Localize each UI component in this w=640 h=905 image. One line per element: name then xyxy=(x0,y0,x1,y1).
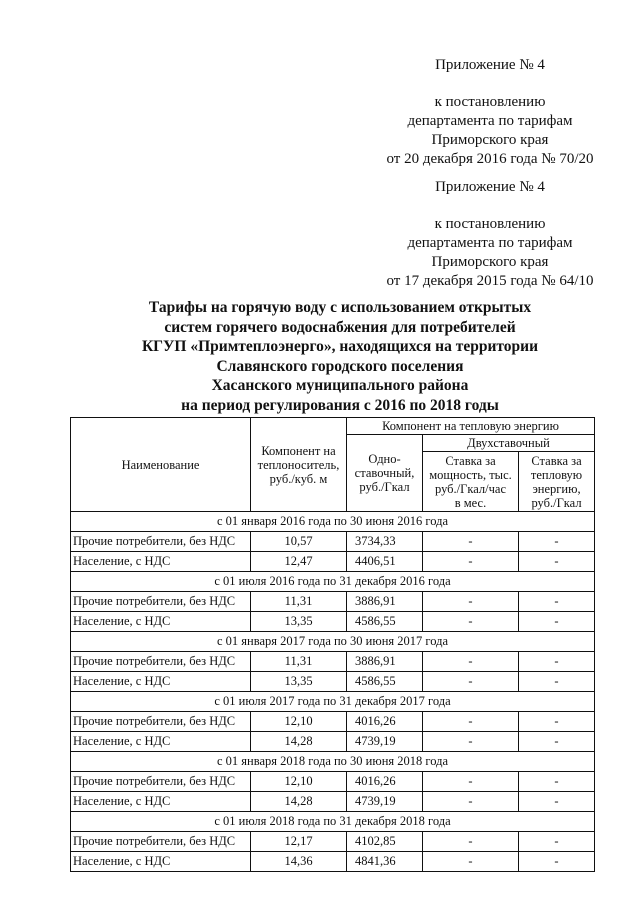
header-energy-rate: Ставка за тепловую энергию, руб./Гкал xyxy=(519,452,595,512)
carrier-value: 13,35 xyxy=(251,672,347,692)
capacity-value: - xyxy=(423,552,519,572)
carrier-value: 14,36 xyxy=(251,852,347,872)
energy-rate-value: - xyxy=(519,792,595,812)
row-name: Население, с НДС xyxy=(71,612,251,632)
table-row xyxy=(71,832,595,852)
row-name: Население, с НДС xyxy=(71,792,251,812)
capacity-value: - xyxy=(423,712,519,732)
table-body xyxy=(71,512,595,872)
energy-rate-value: - xyxy=(519,832,595,852)
energy-rate-value: - xyxy=(519,612,595,632)
header-energy-component: Компонент на тепловую энергию xyxy=(347,418,595,435)
one-rate-value: 3886,91 xyxy=(347,592,423,612)
appendix-title: Приложение № 4 xyxy=(435,179,545,195)
row-name: Население, с НДС xyxy=(71,732,251,752)
capacity-value: - xyxy=(423,532,519,552)
row-name: Прочие потребители, без НДС xyxy=(71,712,251,732)
document-title xyxy=(60,298,620,415)
capacity-value: - xyxy=(423,732,519,752)
capacity-value: - xyxy=(423,672,519,692)
energy-rate-value: - xyxy=(519,552,595,572)
energy-rate-value: - xyxy=(519,652,595,672)
table-row xyxy=(71,712,595,732)
appendix-block-1 xyxy=(360,56,620,169)
table-row xyxy=(71,532,595,552)
appendix-line: Приморского края xyxy=(431,132,549,148)
period-row: с 01 июля 2017 года по 31 декабря 2017 года xyxy=(71,692,595,712)
appendix-line: департамента по тарифам xyxy=(407,235,573,251)
row-name: Прочие потребители, без НДС xyxy=(71,772,251,792)
table-row xyxy=(71,652,595,672)
row-name: Прочие потребители, без НДС xyxy=(71,832,251,852)
appendix-line: к постановлению xyxy=(434,216,546,232)
capacity-value: - xyxy=(423,852,519,872)
title-line: Славянского городского поселения xyxy=(216,357,464,375)
period-row: с 01 января 2018 года по 30 июня 2018 года xyxy=(71,752,595,772)
carrier-value: 10,57 xyxy=(251,532,347,552)
table-row xyxy=(71,592,595,612)
one-rate-value: 4102,85 xyxy=(347,832,423,852)
one-rate-value: 3734,33 xyxy=(347,532,423,552)
carrier-value: 12,10 xyxy=(251,712,347,732)
table-row xyxy=(71,852,595,872)
capacity-value: - xyxy=(423,612,519,632)
energy-rate-value: - xyxy=(519,532,595,552)
row-name: Население, с НДС xyxy=(71,552,251,572)
carrier-value: 11,31 xyxy=(251,652,347,672)
header-two-rate: Двухставочный xyxy=(423,435,595,452)
carrier-value: 12,10 xyxy=(251,772,347,792)
energy-rate-value: - xyxy=(519,772,595,792)
carrier-value: 14,28 xyxy=(251,732,347,752)
one-rate-value: 4739,19 xyxy=(347,792,423,812)
period-row: с 01 июля 2016 года по 31 декабря 2016 года xyxy=(71,572,595,592)
row-name: Прочие потребители, без НДС xyxy=(71,532,251,552)
period-row: с 01 января 2016 года по 30 июня 2016 года xyxy=(71,512,595,532)
carrier-value: 11,31 xyxy=(251,592,347,612)
capacity-value: - xyxy=(423,832,519,852)
capacity-value: - xyxy=(423,792,519,812)
table-row xyxy=(71,772,595,792)
one-rate-value: 4739,19 xyxy=(347,732,423,752)
title-line: Хасанского муниципального района xyxy=(211,377,469,394)
appendix-title: Приложение № 4 xyxy=(435,57,545,73)
tariff-table xyxy=(70,417,595,872)
row-name: Население, с НДС xyxy=(71,672,251,692)
appendix-block-2 xyxy=(360,178,620,291)
capacity-value: - xyxy=(423,772,519,792)
appendix-line: Приморского края xyxy=(431,254,549,270)
header-carrier: Компонент на теплоноситель, руб./куб. м xyxy=(251,418,347,512)
title-line: систем горячего водоснабжения для потребителей xyxy=(164,318,516,336)
row-name: Прочие потребители, без НДС xyxy=(71,592,251,612)
period-row: с 01 июля 2018 года по 31 декабря 2018 года xyxy=(71,812,595,832)
one-rate-value: 4016,26 xyxy=(347,772,423,792)
title-line: на период регулирования с 2016 по 2018 годы xyxy=(181,396,499,414)
appendix-line: от 20 декабря 2016 года № 70/20 xyxy=(386,151,594,167)
capacity-value: - xyxy=(423,652,519,672)
header-capacity-rate: Ставка за мощность, тыс. руб./Гкал/час в мес. xyxy=(423,452,519,512)
carrier-value: 12,17 xyxy=(251,832,347,852)
row-name: Население, с НДС xyxy=(71,852,251,872)
appendix-line: к постановлению xyxy=(434,94,546,110)
one-rate-value: 4586,55 xyxy=(347,612,423,632)
one-rate-value: 4016,26 xyxy=(347,712,423,732)
title-line: КГУП «Примтеплоэнерго», находящихся на территории xyxy=(141,338,539,355)
table-row xyxy=(71,792,595,812)
header-one-rate: Одно- ставочный, руб./Гкал xyxy=(347,435,423,512)
table-row xyxy=(71,612,595,632)
one-rate-value: 3886,91 xyxy=(347,652,423,672)
one-rate-value: 4406,51 xyxy=(347,552,423,572)
one-rate-value: 4586,55 xyxy=(347,672,423,692)
energy-rate-value: - xyxy=(519,592,595,612)
energy-rate-value: - xyxy=(519,712,595,732)
table-row xyxy=(71,552,595,572)
table-row xyxy=(71,732,595,752)
one-rate-value: 4841,36 xyxy=(347,852,423,872)
table-header xyxy=(71,418,595,512)
appendix-line: от 17 декабря 2015 года № 64/10 xyxy=(386,273,594,289)
carrier-value: 14,28 xyxy=(251,792,347,812)
capacity-value: - xyxy=(423,592,519,612)
period-row: с 01 января 2017 года по 30 июня 2017 года xyxy=(71,632,595,652)
carrier-value: 12,47 xyxy=(251,552,347,572)
carrier-value: 13,35 xyxy=(251,612,347,632)
energy-rate-value: - xyxy=(519,672,595,692)
header-name: Наименование xyxy=(71,418,251,512)
appendix-line: департамента по тарифам xyxy=(407,113,573,129)
energy-rate-value: - xyxy=(519,852,595,872)
energy-rate-value: - xyxy=(519,732,595,752)
table-row xyxy=(71,672,595,692)
row-name: Прочие потребители, без НДС xyxy=(71,652,251,672)
title-line: Тарифы на горячую воду с использованием открытых xyxy=(148,299,532,316)
